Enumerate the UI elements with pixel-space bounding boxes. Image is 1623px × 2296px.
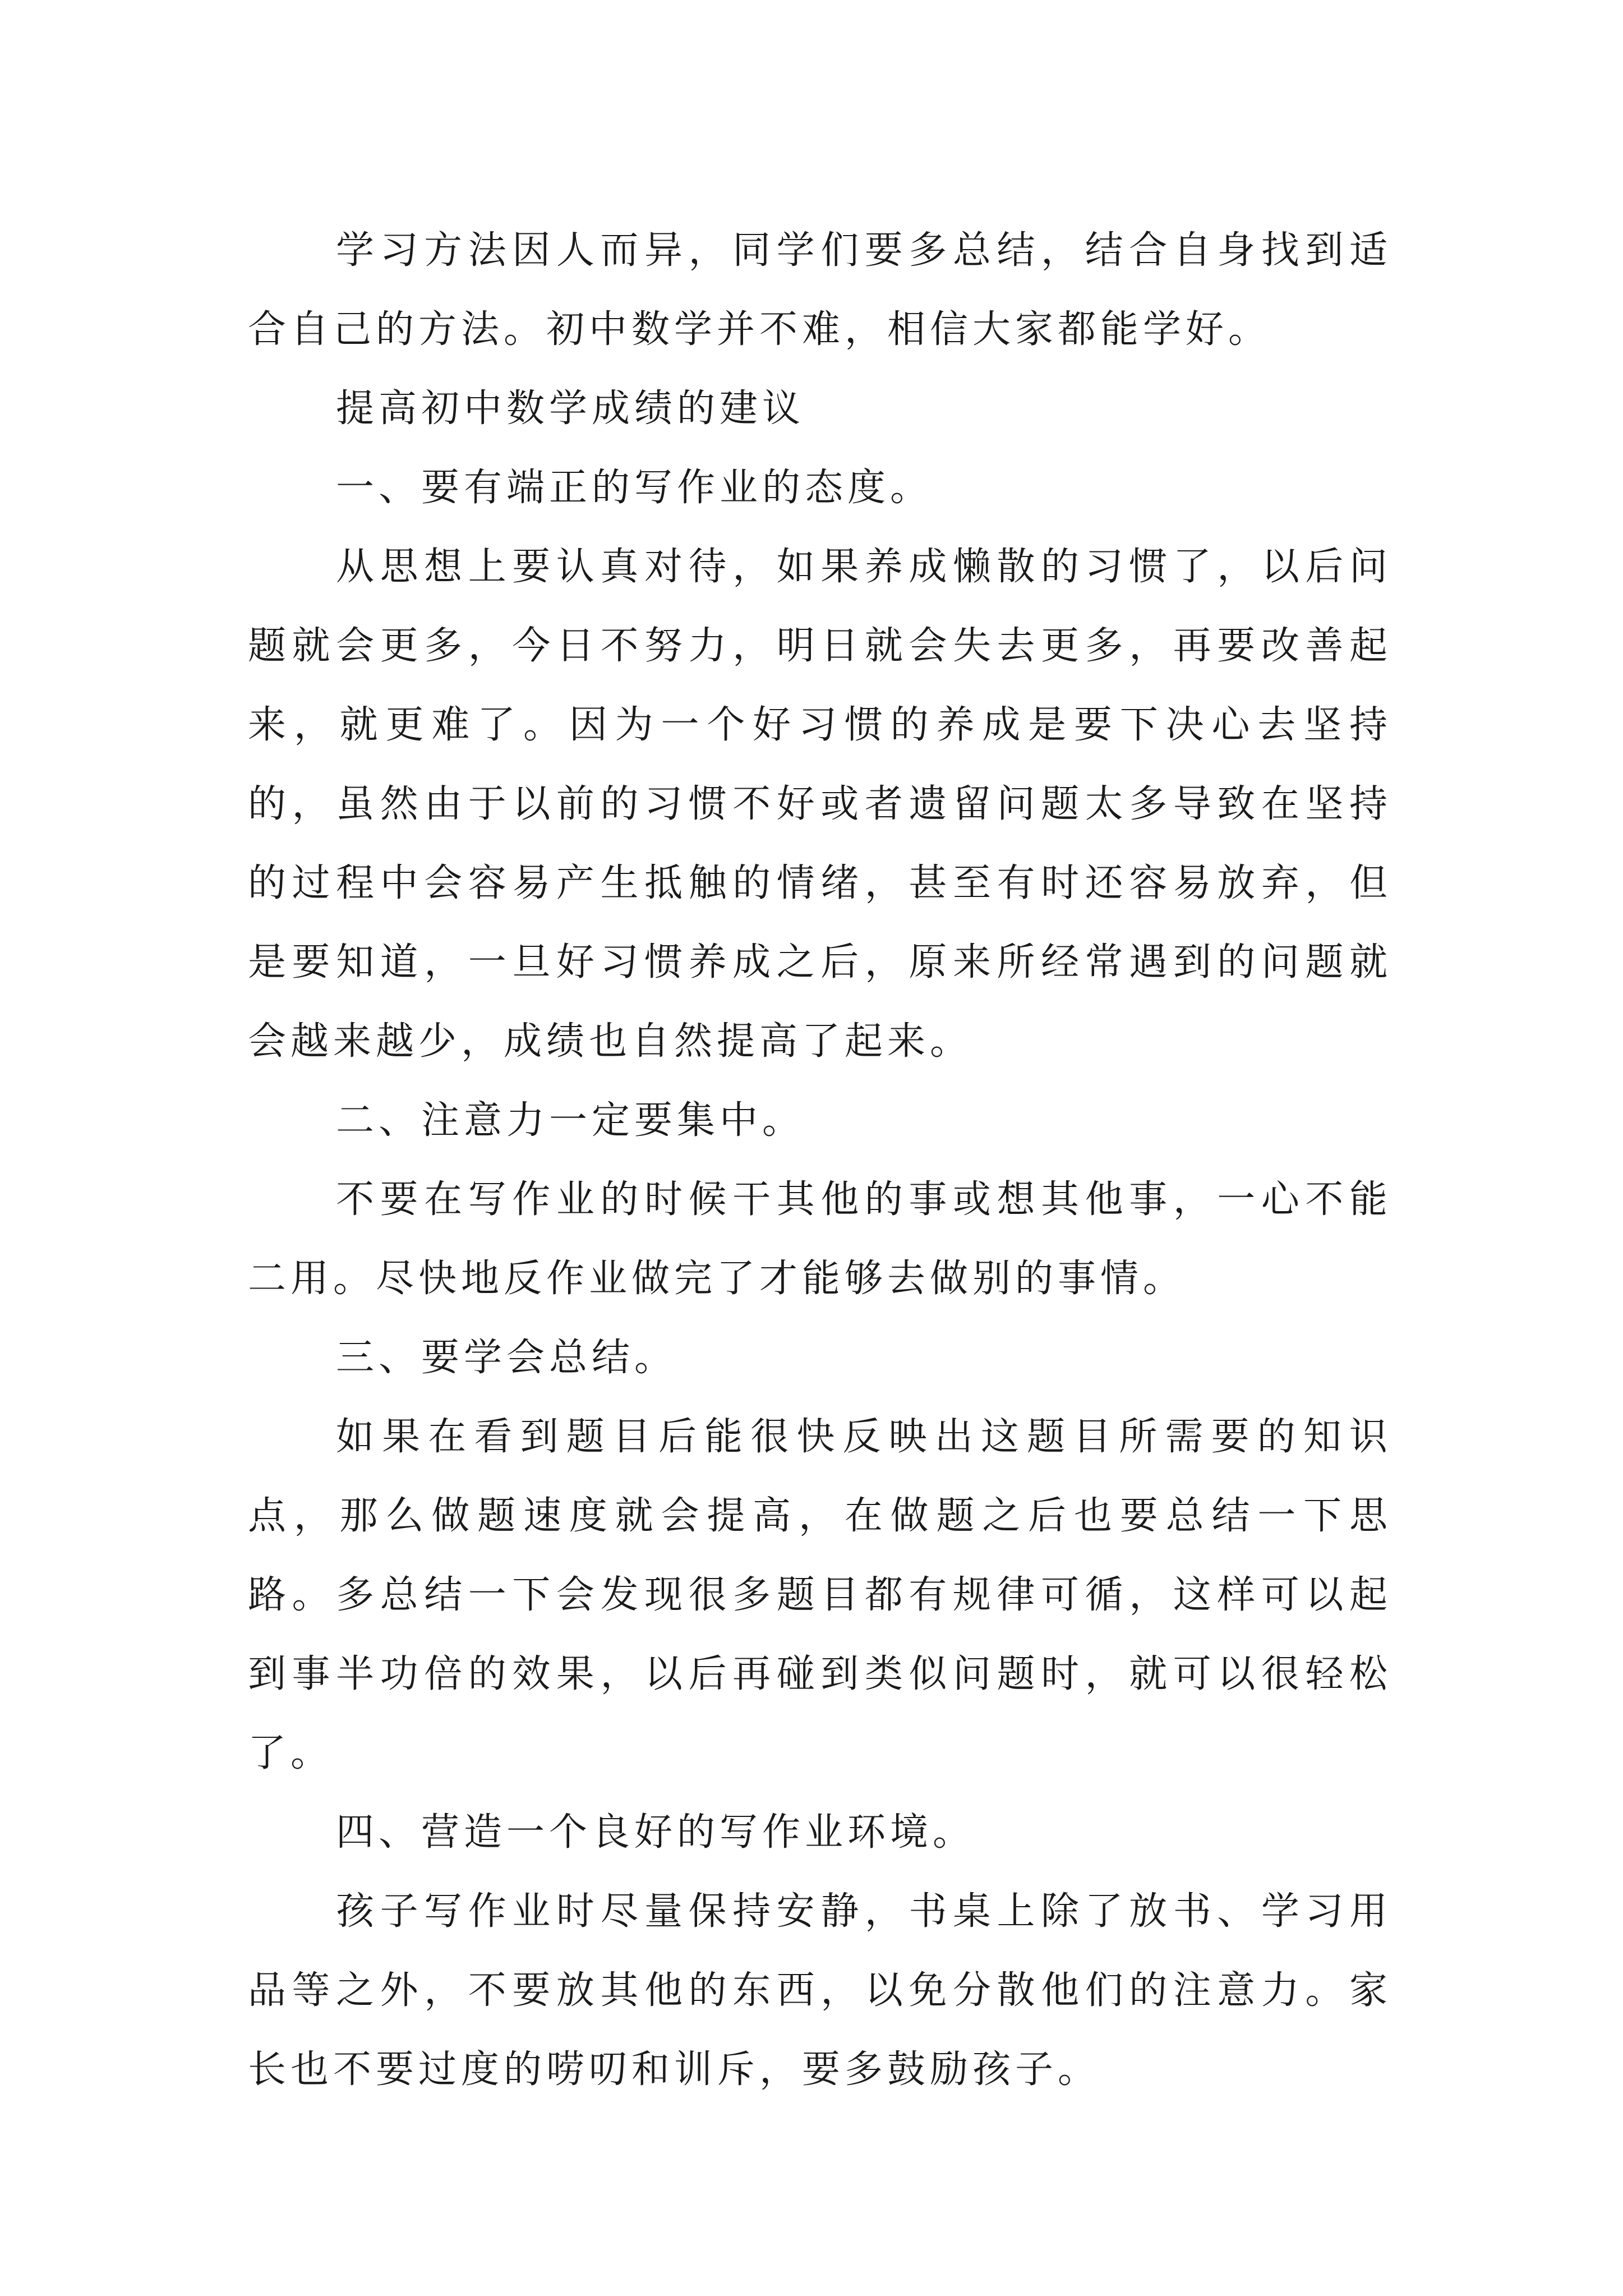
paragraph-two: 不要在写作业的时候干其他的事或想其他事，一心不能二用。尽快地反作业做完了才能够去做别的事情。 xyxy=(248,1177,1392,1301)
section-title: 提高初中数学成绩的建议 xyxy=(336,386,805,431)
paragraph-one: 从思想上要认真对待，如果养成懒散的习惯了，以后问题就会更多，今日不努力，明日就会失去更多，再要改善起来，就更难了。因为一个好习惯的养成是要下决心去坚持的，虽然由于以前的习惯不好或者遗留问题太多导致在坚持的过程中会容易产生抵触的情绪，甚至有时还容易放弃，但是要知道，一旦好习惯养成之后，原来所经常遇到的问题就会越来越少，成绩也自然提高了起来。 xyxy=(248,545,1392,1064)
heading-three: 三、要学会总结。 xyxy=(336,1336,677,1380)
intro-paragraph: 学习方法因人而异，同学们要多总结，结合自身找到适合自己的方法。初中数学并不难，相信大家都能学好。 xyxy=(248,228,1392,352)
heading-one: 一、要有端正的写作业的态度。 xyxy=(336,466,933,510)
heading-four: 四、营造一个良好的写作业环境。 xyxy=(336,1810,976,1855)
document-body xyxy=(248,211,1392,2109)
heading-two: 二、注意力一定要集中。 xyxy=(336,1098,805,1143)
paragraph-four: 孩子写作业时尽量保持安静，书桌上除了放书、学习用品等之外，不要放其他的东西，以免分散他们的注意力。家长也不要过度的唠叨和训斥，要多鼓励孩子。 xyxy=(248,1889,1392,2092)
paragraph-three: 如果在看到题目后能很快反映出这题目所需要的知识点，那么做题速度就会提高，在做题之后也要总结一下思路。多总结一下会发现很多题目都有规律可循，这样可以起到事半功倍的效果，以后再碰到类似问题时，就可以很轻松了。 xyxy=(248,1415,1392,1775)
